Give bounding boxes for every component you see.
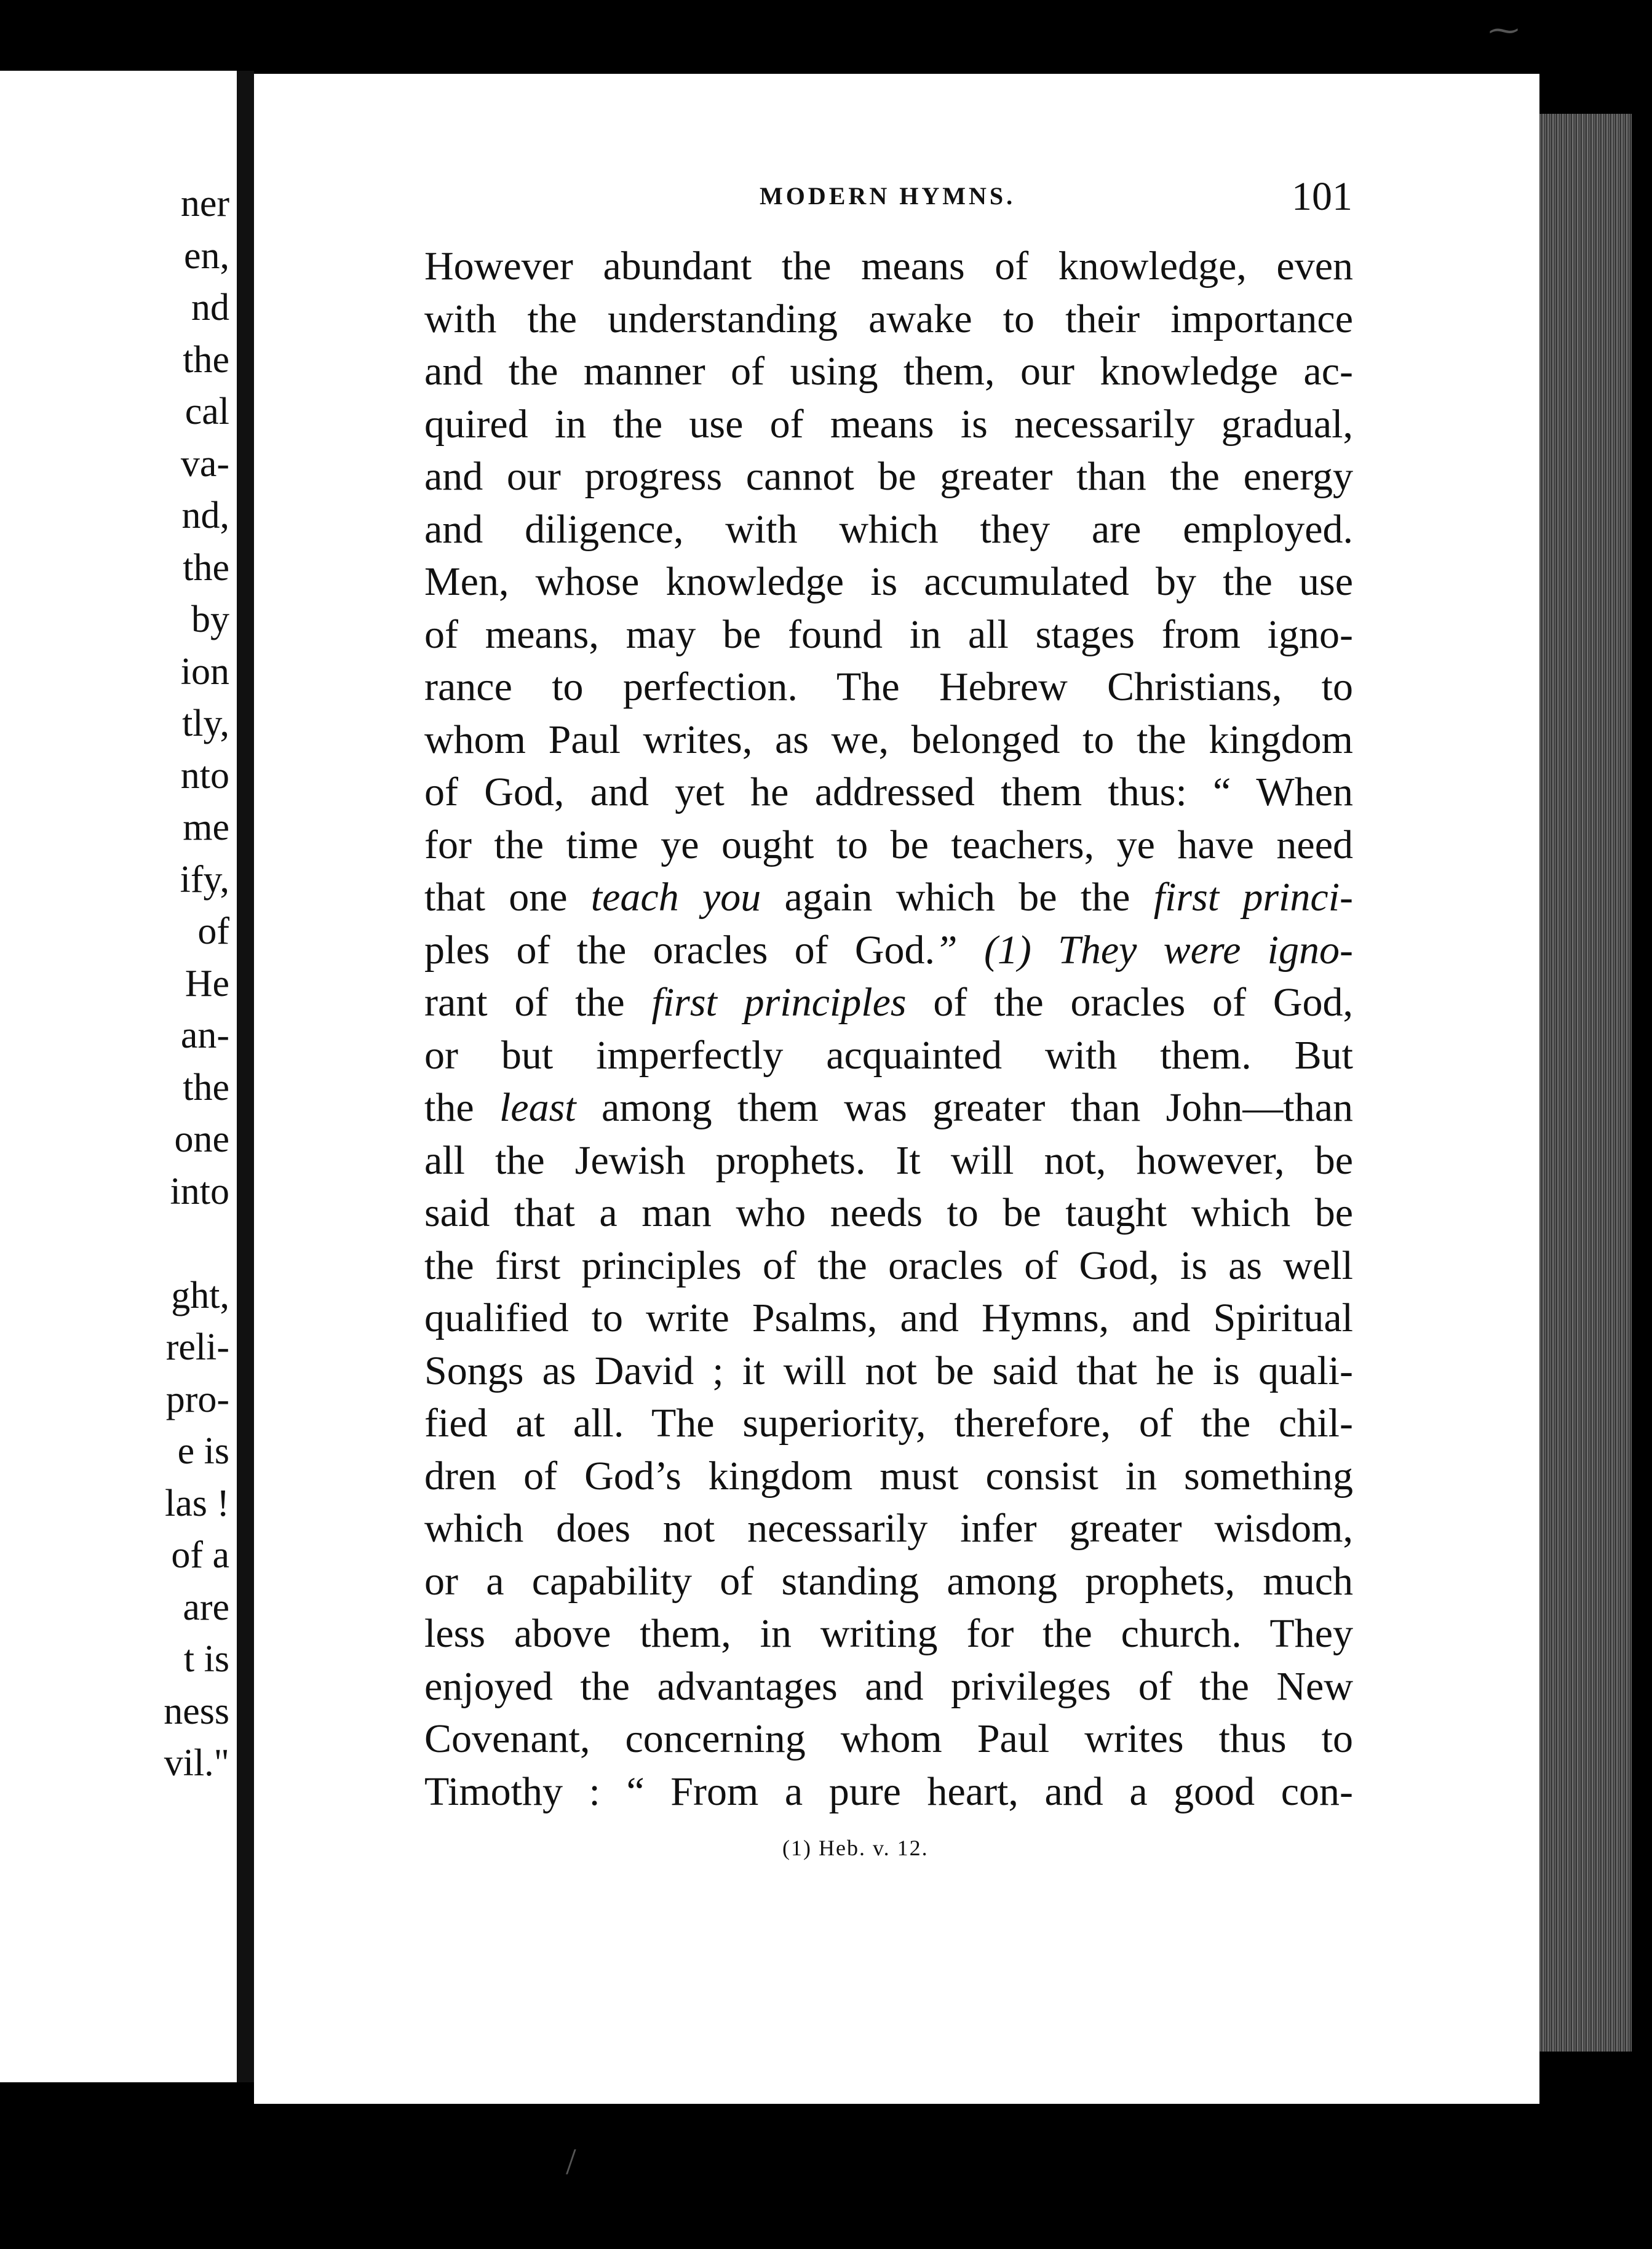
text-segment: or a capability of standing among prophets, much [424, 1558, 1353, 1604]
body-line [424, 1718, 1353, 1761]
left-page-line: ify, [180, 858, 229, 901]
text-segment: said that a man who needs to be taught which be [424, 1190, 1353, 1235]
body-line [424, 876, 1353, 919]
body-line [424, 350, 1353, 393]
left-page-line: ion [180, 650, 229, 693]
scan-mark-top: ⁓ [1488, 13, 1519, 47]
body-line [424, 1086, 1353, 1129]
text-segment: that one [424, 875, 591, 920]
body-line [424, 1244, 1353, 1288]
body-line [424, 1612, 1353, 1655]
page-edges [1539, 114, 1632, 2052]
body-line [424, 613, 1353, 656]
left-page-line: nto [180, 754, 229, 797]
text-segment: with the understanding awake to their importance [424, 296, 1353, 341]
body-line [424, 1560, 1353, 1603]
book-gutter [237, 71, 254, 2082]
body-line [424, 718, 1353, 762]
left-page-line: are [183, 1586, 229, 1628]
text-segment: dren of God’s kingdom must consist in something [424, 1453, 1353, 1499]
body-line [424, 560, 1353, 603]
text-segment: the first principles of the oracles of God, is as well [424, 1243, 1353, 1288]
body-line [424, 403, 1353, 446]
text-segment: ples of the oracles of God. [424, 927, 935, 973]
text-segment: qualified to write Psalms, and Hymns, and Spiritual [424, 1296, 1353, 1340]
running-head: MODERN HYMNS. [760, 182, 1016, 210]
body-line [424, 929, 1353, 972]
italic-text: first princi- [1153, 875, 1354, 920]
left-page-line: me [183, 806, 229, 848]
left-page-line: en, [183, 234, 229, 277]
text-segment: which does not necessarily infer greater wisdom, [424, 1506, 1353, 1551]
left-page-line: cal [185, 391, 229, 432]
left-page-line: by [191, 599, 229, 640]
page-number: 101 [1292, 174, 1352, 219]
left-page-line: pro- [165, 1378, 229, 1420]
body-line [424, 245, 1353, 288]
left-page-line: t is [183, 1638, 229, 1680]
left-page-line: He [185, 962, 229, 1005]
left-page-line: ner [180, 183, 229, 225]
text-segment: less above them, in writing for the church. They [424, 1611, 1353, 1656]
left-page-line: ness [164, 1690, 229, 1732]
text-segment: Covenant, concerning whom Paul writes thus to [424, 1716, 1353, 1761]
text-segment: rant of the [424, 980, 652, 1025]
text-segment: Songs as David ; it will not be said that he is quali- [424, 1348, 1353, 1393]
body-line [424, 1297, 1353, 1340]
body-line [424, 508, 1353, 551]
left-page-line: of a [171, 1534, 229, 1576]
left-page-line: into [170, 1170, 229, 1212]
text-segment: whom Paul writes, as we, belonged to the kingdom [424, 717, 1353, 762]
left-page-line: nd [191, 287, 229, 328]
body-line [424, 1455, 1353, 1498]
left-page-line: reli- [165, 1326, 229, 1368]
body-line [424, 666, 1353, 709]
body-line [424, 981, 1353, 1024]
left-page-line: the [183, 338, 229, 381]
footnote: (1) Heb. v. 12. [782, 1836, 929, 1860]
left-page-line: vil." [164, 1742, 229, 1784]
left-page-line: tly, [182, 703, 229, 744]
body-line [424, 1770, 1353, 1813]
left-page-line: of [197, 910, 229, 952]
text-segment: enjoyed the advantages and privileges of the New [424, 1663, 1353, 1709]
left-page-line: va- [180, 442, 229, 485]
body-line [424, 1402, 1353, 1445]
body-line [424, 1350, 1353, 1393]
body-line [424, 1034, 1353, 1077]
left-page-line: an- [180, 1014, 229, 1056]
italic-text: least [499, 1085, 576, 1130]
body-line [424, 771, 1353, 814]
text-segment: or but imperfectly acquainted with them. But [424, 1032, 1353, 1078]
left-page [0, 71, 237, 2082]
body-line [424, 824, 1353, 867]
text-segment: of the oracles of God, [906, 980, 1353, 1025]
left-page-line: one [174, 1118, 229, 1160]
body-line [424, 1139, 1353, 1182]
text-segment: However abundant the means of knowledge, even [424, 244, 1353, 289]
left-page-line: ght, [171, 1274, 229, 1316]
text-segment: of God, and yet he addressed them thus: “ When [424, 770, 1353, 814]
text-segment: and the manner of using them, our knowledge ac- [424, 349, 1353, 394]
text-segment: Men, whose knowledge is accumulated by the use [424, 559, 1353, 604]
body-line [424, 1665, 1353, 1708]
italic-text: teach you [590, 875, 761, 920]
text-segment: among them was greater than John—than [576, 1085, 1353, 1130]
body-line [424, 455, 1353, 498]
text-segment: all the Jewish prophets. It will not, however, be [424, 1137, 1353, 1183]
italic-text: first principles [651, 980, 907, 1025]
left-page-line: nd, [181, 495, 229, 536]
text-segment: of means, may be found in all stages from igno- [424, 611, 1353, 657]
body-line [424, 1507, 1353, 1550]
text-segment: again which be the [761, 875, 1154, 920]
left-page-line: las ! [164, 1482, 229, 1524]
text-segment: rance to perfection. The Hebrew Christians, to [424, 664, 1353, 709]
text-segment: and diligence, with which they are employed. [424, 506, 1353, 552]
scan-mark-bottom: / [566, 2141, 576, 2182]
body-line [424, 298, 1353, 341]
text-segment: quired in the use of means is necessarily gradual, [424, 401, 1353, 447]
text-segment: for the time ye ought to be teachers, ye have need [424, 822, 1353, 867]
text-segment: fied at all. The superiority, therefore, of the chil- [424, 1401, 1353, 1446]
left-page-line: the [183, 1066, 229, 1109]
left-page-line: the [183, 546, 229, 589]
text-segment: the [424, 1085, 499, 1130]
left-page-line: e is [177, 1430, 229, 1472]
text-segment: and our progress cannot be greater than the energy [424, 454, 1353, 499]
text-segment: Timothy : “ From a pure heart, and a good con- [424, 1769, 1353, 1814]
body-line [424, 1192, 1353, 1235]
italic-text: ” (1) They were igno- [935, 927, 1354, 973]
